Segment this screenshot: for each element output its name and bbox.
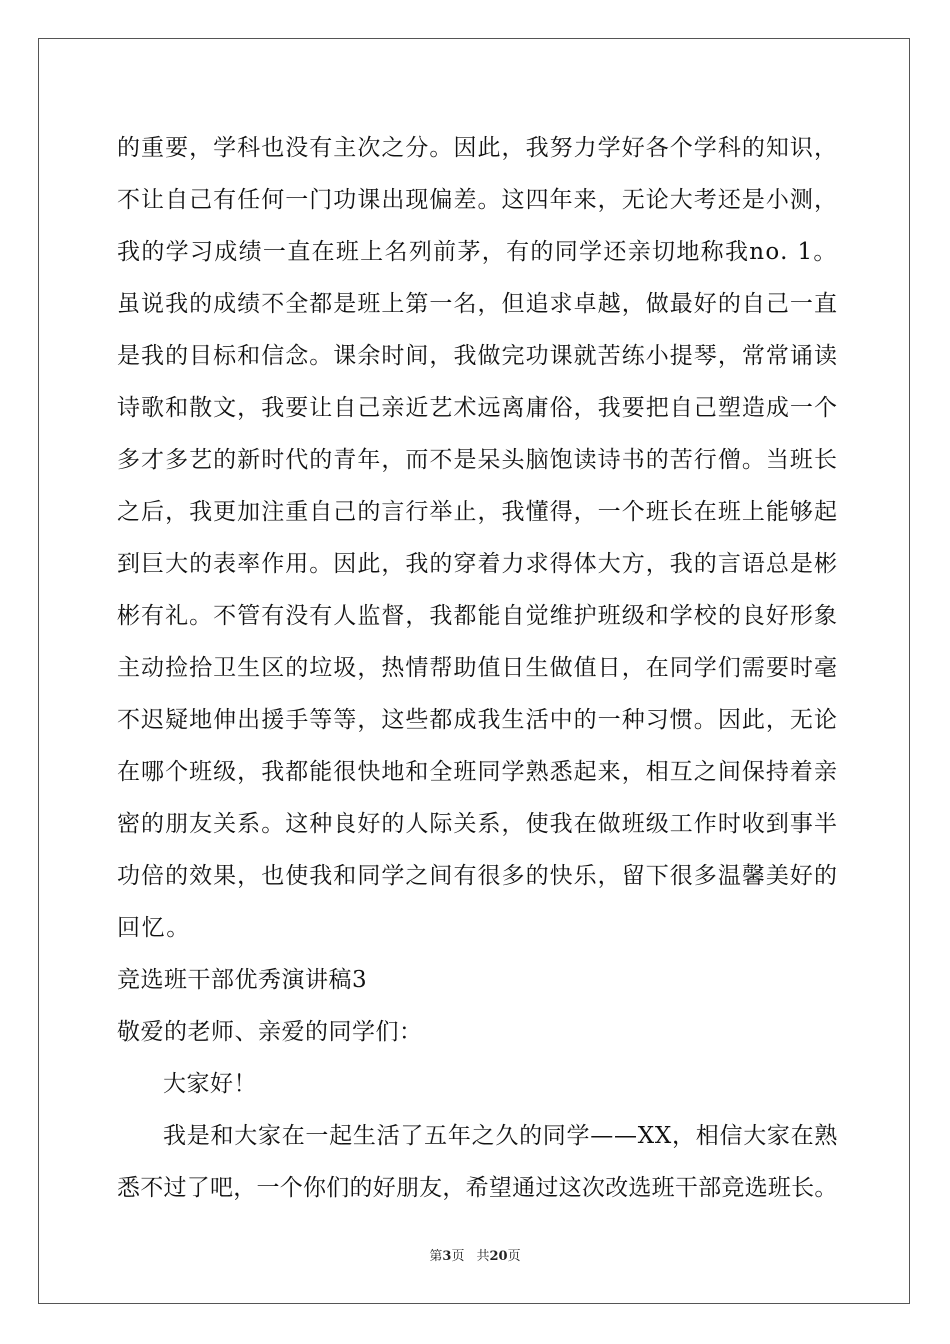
body-line: 主动捡拾卫生区的垃圾，热情帮助值日生做值日，在同学们需要时毫 [117,655,838,681]
body-line: 在哪个班级，我都能很快地和全班同学熟悉起来，相互之间保持着亲 [117,759,838,785]
body-line: 回忆。 [117,915,191,941]
body-line: 功倍的效果，也使我和同学之间有很多的快乐，留下很多温馨美好的 [117,863,838,889]
body-line: 彬有礼。不管有没有人监督，我都能自觉维护班级和学校的良好形象 [117,603,838,629]
body-line: 诗歌和散文，我要让自己亲近艺术远离庸俗，我要把自己塑造成一个 [117,395,838,421]
section-title: 竞选班干部优秀演讲稿3 [117,967,368,993]
page-total: 20 [489,1249,508,1264]
intro-line: 悉不过了吧，一个你们的好朋友，希望通过这次改选班干部竞选班长。 [117,1175,838,1201]
body-line: 的重要，学科也没有主次之分。因此，我努力学好各个学科的知识， [117,135,838,161]
intro-line: 我是和大家在一起生活了五年之久的同学——XX，相信大家在熟 [163,1123,839,1149]
body-line: 之后，我更加注重自己的言行举止，我懂得，一个班长在班上能够起 [117,499,838,525]
greeting: 大家好！ [163,1071,257,1097]
body-line: 不让自己有任何一门功课出现偏差。这四年来，无论大考还是小测， [117,187,838,213]
body-line: 我的学习成绩一直在班上名列前茅，有的同学还亲切地称我no. 1。 [117,239,838,265]
body-line: 多才多艺的新时代的青年，而不是呆头脑饱读诗书的苦行僧。当班长 [117,447,838,473]
body-line: 到巨大的表率作用。因此，我的穿着力求得体大方，我的言语总是彬 [117,551,838,577]
page-current: 3 [442,1249,452,1264]
body-line: 不迟疑地伸出援手等等，这些都成我生活中的一种习惯。因此，无论 [117,707,838,733]
page-unit: 页 [451,1249,465,1264]
body-line: 虽说我的成绩不全都是班上第一名，但追求卓越，做最好的自己一直 [117,291,838,317]
total-unit: 页 [507,1249,521,1264]
body-line: 是我的目标和信念。课余时间，我做完功课就苦练小提琴，常常诵读 [117,343,838,369]
salutation: 敬爱的老师、亲爱的同学们： [117,1019,423,1045]
page-prefix: 第 [429,1249,443,1264]
body-line: 密的朋友关系。这种良好的人际关系，使我在做班级工作时收到事半 [117,811,838,837]
total-prefix: 共 [476,1249,490,1264]
page-footer [0,1248,950,1266]
